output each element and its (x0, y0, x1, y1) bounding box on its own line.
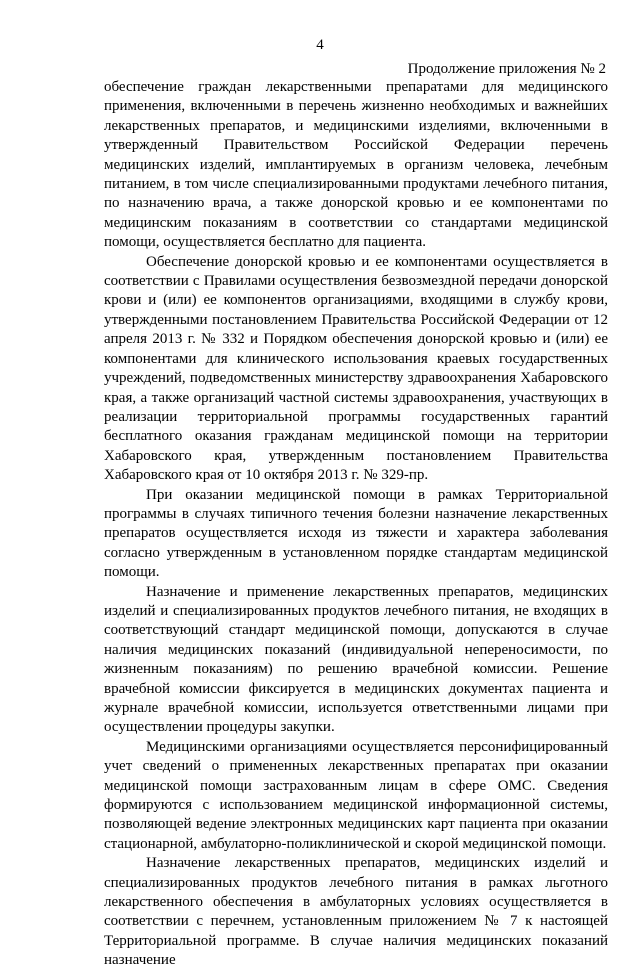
paragraph-drug-prescription: При оказании медицинской помощи в рамках Территориальной программы в случаях типичного течения болезни назначение лекарственных препаратов осуществляется исходя из тяжести и характера заболевания согласно утвержденным в установленном порядке стандартам медицинской помощи. (104, 486, 608, 581)
paragraph-donor-blood: Обеспечение донорской кровью и ее компонентами осуществляется в соответствии с Правилами осуществления безвозмездной передачи донорской крови и (или) ее компонентов организациями, входящими в службу крови, утвержденными постановлением Правительства Российской Федерации от 12 апреля 2013 г. № 332 и Порядком обеспечения донорской кровью и (или) ее компонентами для клинического использования краевых государственных учреждений, подведомственных министерству здравоохранения Хабаровского края, а также организаций частной системы здравоохранения, участвующих в реализации территориальной программы государственных гарантий бесплатного оказания гражданам медицинской помощи на территории Хабаровского края, утвержденным постановлением Правительства Хабаровского края от 10 октября 2013 г. № 329-пр. (104, 253, 608, 484)
paragraph-continuation: обеспечение граждан лекарственными препаратами для медицинского применения, включенными в перечень жизненно необходимых и важнейших лекарственных препаратов, и медицинскими изделиями, включенными в утвержденный Правительством Российской Федерации перечень медицинских изделий, имплантируемых в организм человека, лечебным питанием, в том числе специализированными продуктами лечебного питания, по назначению врача, а также донорской кровью и ее компонентами по медицинским показаниям в соответствии со стандартами медицинской помощи, осуществляется бесплатно для пациента. (104, 79, 608, 251)
paragraph-preferential-supply: Назначение лекарственных препаратов, медицинских изделий и специализированных продуктов лечебного питания в рамках льготного лекарственного обеспечения в амбулаторных условиях осуществляется в соответствии с перечнем, установленным приложением № 7 к настоящей Территориальной программе. В случае наличия медицинских показаний назначение (104, 855, 608, 969)
body-text (104, 78, 608, 971)
paragraph-personalized-accounting: Медицинскими организациями осуществляется персонифицированный учет сведений о примененных лекарственных препаратах при оказании медицинской помощи застрахованным лицам в сфере ОМС. Сведения формируются с использованием медицинской информационной системы, позволяющей ведение электронных медицинских карт пациента при оказании стационарной, амбулаторно-поликлинической и скорой медицинской помощи. (104, 738, 608, 852)
appendix-continuation-note: Продолжение приложения № 2 (407, 61, 606, 77)
page-number: 4 (316, 37, 324, 53)
paragraph-non-standard-drugs: Назначение и применение лекарственных препаратов, медицинских изделий и специализированных продуктов лечебного питания, не входящих в соответствующий стандарт медицинской помощи, допускаются в случае наличия медицинских показаний (индивидуальной непереносимости, по жизненным показаниям) по решению врачебной комиссии. Решение врачебной комиссии фиксируется в медицинских документах пациента и журнале врачебной комиссии, используется ответственными лицами при осуществлении процедуры закупки. (104, 583, 608, 736)
